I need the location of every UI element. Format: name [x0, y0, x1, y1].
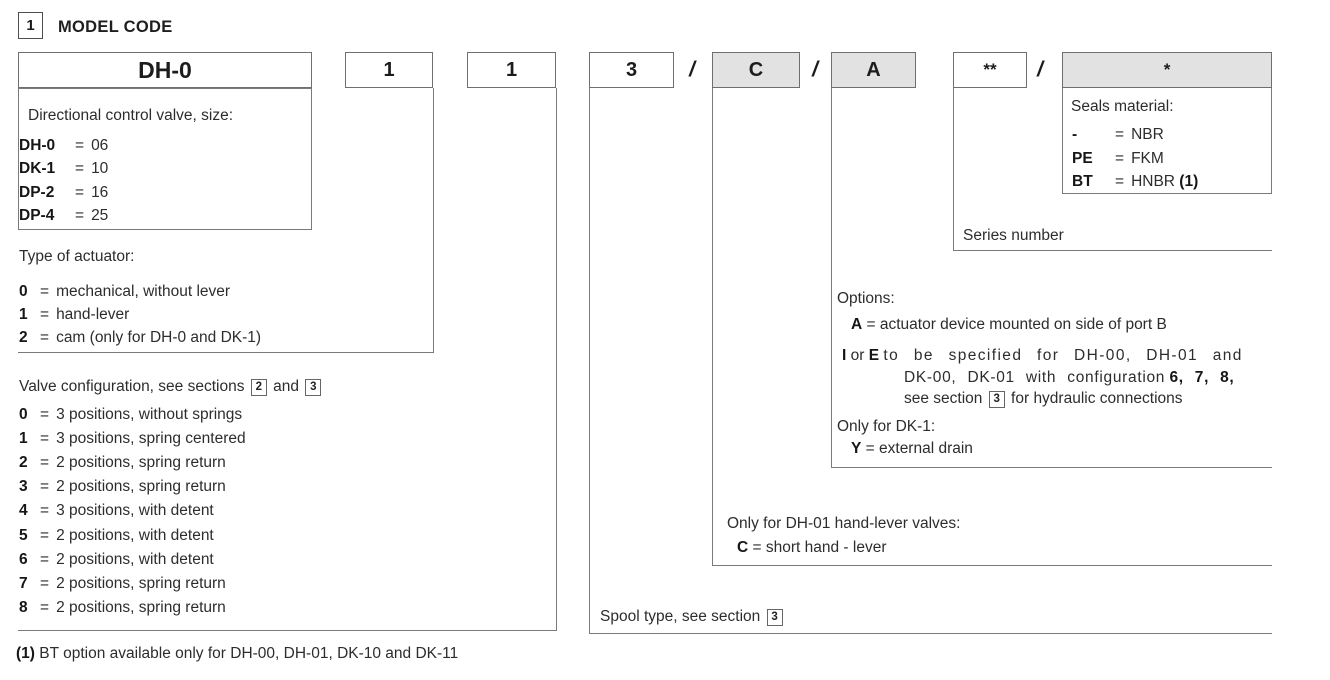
- configuration-entry: 8 = 2 positions, spring return: [19, 599, 226, 616]
- option-y-entry: Y = external drain: [851, 440, 973, 457]
- section-ref-box: 3: [305, 379, 321, 396]
- code-box-spool: 3: [589, 52, 674, 88]
- lever-entry: C = short hand - lever: [737, 539, 887, 556]
- slash-separator: /: [812, 58, 818, 81]
- section-number-box: 1: [18, 12, 43, 39]
- size-section-title: Directional control valve, size:: [28, 107, 234, 124]
- size-entry: DH-0 = 06: [19, 137, 109, 154]
- seals-entry: PE = FKM: [1072, 150, 1164, 167]
- code-box-size: DH-0: [18, 52, 312, 88]
- size-entry: DP-2 = 16: [19, 184, 109, 201]
- configuration-entry: 0 = 3 positions, without springs: [19, 406, 243, 423]
- configuration-entry: 1 = 3 positions, spring centered: [19, 430, 246, 447]
- code-box-options: A: [831, 52, 916, 88]
- option-ie-line-1: I or E to be specified for DH-00, DH-01 and: [842, 347, 1243, 364]
- configuration-entry: 7 = 2 positions, spring return: [19, 575, 226, 592]
- code-box-configuration: 1: [467, 52, 556, 88]
- options-section-frame: [831, 88, 1272, 468]
- configuration-entry: 2 = 2 positions, spring return: [19, 454, 226, 471]
- option-a-entry: A = actuator device mounted on side of port B: [851, 316, 1167, 333]
- code-box-seals: *: [1062, 52, 1272, 88]
- slash-separator: /: [1037, 58, 1043, 81]
- seals-section-title: Seals material:: [1071, 98, 1174, 115]
- option-ie-line-3: see section 3 for hydraulic connections: [904, 390, 1183, 407]
- size-entry: DP-4 = 25: [19, 207, 109, 224]
- slash-separator: /: [689, 58, 695, 81]
- section-ref-box: 2: [251, 379, 267, 396]
- code-box-series-number: **: [953, 52, 1027, 88]
- series-number-label: Series number: [963, 227, 1064, 244]
- actuator-section-title: Type of actuator:: [19, 248, 135, 265]
- code-box-lever-option: C: [712, 52, 800, 88]
- configuration-section-title: Valve configuration, see sections 2 and 3: [19, 378, 323, 396]
- actuator-entry: 1 = hand-lever: [19, 306, 130, 323]
- size-entry: DK-1 = 10: [19, 160, 109, 177]
- options-section-title: Options:: [837, 290, 895, 307]
- configuration-entry: 6 = 2 positions, with detent: [19, 551, 214, 568]
- page-title: MODEL CODE: [58, 18, 173, 36]
- spool-section-label: Spool type, see section 3: [600, 608, 785, 626]
- configuration-entry: 3 = 2 positions, spring return: [19, 478, 226, 495]
- configuration-entry: 5 = 2 positions, with detent: [19, 527, 214, 544]
- section-ref-box: 3: [989, 391, 1005, 408]
- actuator-entry: 0 = mechanical, without lever: [19, 283, 231, 300]
- footnote: (1) BT option available only for DH-00, DH-01, DK-10 and DK-11: [16, 645, 459, 662]
- seals-entry: - = NBR: [1072, 126, 1164, 143]
- code-box-actuator: 1: [345, 52, 433, 88]
- option-ie-line-2: DK-00, DK-01 with configuration 6, 7, 8,: [904, 369, 1235, 386]
- seals-entry: BT = HNBR (1): [1072, 173, 1199, 190]
- actuator-entry: 2 = cam (only for DH-0 and DK-1): [19, 329, 262, 346]
- section-ref-box: 3: [767, 609, 783, 626]
- dk1-note-title: Only for DK-1:: [837, 418, 936, 435]
- lever-section-title: Only for DH-01 hand-lever valves:: [727, 515, 961, 532]
- configuration-entry: 4 = 3 positions, with detent: [19, 502, 214, 519]
